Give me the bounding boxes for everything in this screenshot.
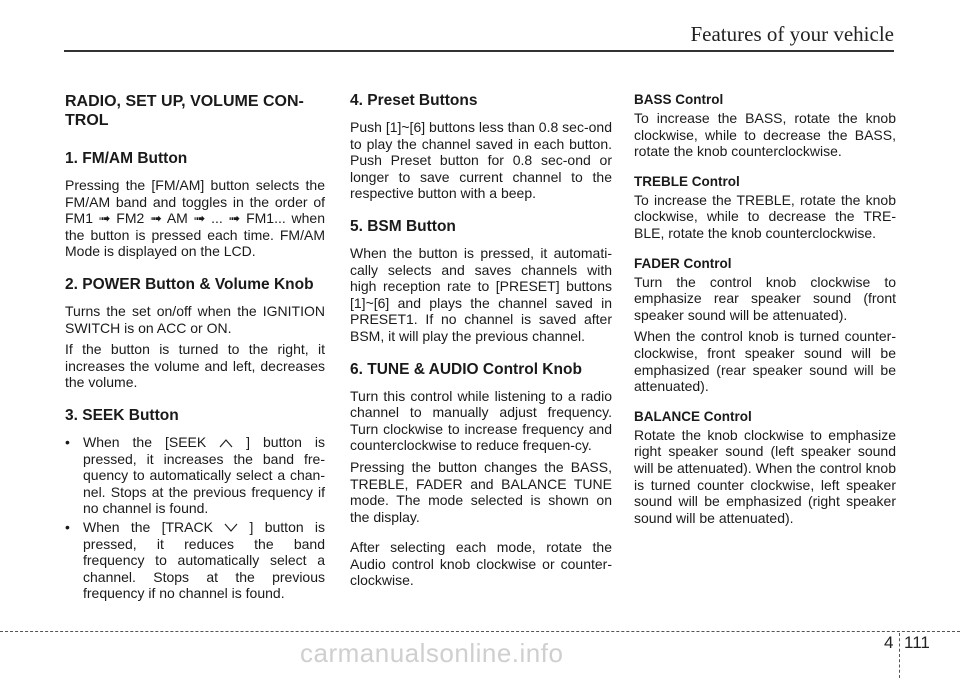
bass-heading: BASS Control bbox=[634, 92, 724, 107]
seek-list bbox=[65, 434, 325, 602]
balance-heading: BALANCE Control bbox=[634, 408, 752, 424]
seek-heading: 3. SEEK Button bbox=[65, 406, 179, 424]
bass-text: To increase the BASS, rotate the knob clockwise, while to decrease the BASS, rotate the knob counterclockwise. bbox=[634, 110, 896, 160]
power-heading: 2. POWER Button & Volume Knob bbox=[65, 275, 314, 293]
tune-text-1: Turn this control while listening to a radio channel to manually adjust frequency. Turn clockwise to increase frequency and counterclockwise to reduce frequen-cy. bbox=[350, 387, 612, 454]
bullet-dot-icon: • bbox=[65, 433, 70, 450]
seek-bullet-seek-pre: When the [SEEK bbox=[83, 433, 207, 450]
power-text-1: Turns the set on/off when the IGNITION SWITCH is on ACC or ON. bbox=[65, 302, 325, 336]
treble-text: To increase the TREBLE, rotate the knob clockwise, while to decrease the TRE-BLE, rotate the knob counterclockwise. bbox=[634, 191, 896, 241]
bsm-heading: 5. BSM Button bbox=[350, 217, 456, 235]
fader-heading: FADER Control bbox=[634, 255, 732, 271]
tune-text-2: Pressing the button changes the BASS, TREBLE, FADER and BALANCE TUNE mode. The mode selected is shown on the display. bbox=[350, 458, 612, 525]
column-2 bbox=[350, 92, 612, 594]
seek-bullet-track-pre: When the [TRACK bbox=[83, 518, 213, 535]
chevron-up-icon bbox=[219, 438, 233, 448]
page-number: 111 bbox=[904, 633, 930, 652]
page-number-divider bbox=[899, 633, 900, 678]
fader-text-1: Turn the control knob clockwise to emphasize rear speaker sound (front speaker sound will be attenuated). bbox=[634, 273, 896, 323]
power-text-2: If the button is turned to the right, it increases the volume and left, decreases the volume. bbox=[65, 341, 325, 391]
seek-bullet-track bbox=[65, 519, 325, 602]
column-3 bbox=[634, 92, 896, 531]
seek-bullet-seek-post: ] button is pressed, it increases the band fre-quency to automatically select a chan-nel. Stops at the previous frequency if no channel is found. bbox=[83, 433, 326, 517]
bullet-dot-icon: • bbox=[65, 518, 70, 535]
section-title: RADIO, SET UP, VOLUME CON-TROL bbox=[65, 93, 304, 129]
footer-rule bbox=[0, 631, 960, 632]
chevron-down-icon bbox=[224, 523, 238, 533]
column-1 bbox=[65, 92, 325, 604]
watermark: carmanualsonline.info bbox=[300, 638, 564, 668]
seek-bullet-track-post: ] button is pressed, it reduces the band frequency to automatically select a channel. Stops at the previous frequency if no channel is found. bbox=[83, 518, 326, 602]
fader-text-2: When the control knob is turned counter-clockwise, front speaker sound will be emphasized (rear speaker sound will be attenuated). bbox=[634, 328, 896, 395]
header-rule bbox=[64, 50, 894, 52]
seek-bullet-seek bbox=[65, 434, 325, 517]
tune-heading: 6. TUNE & AUDIO Control Knob bbox=[350, 360, 582, 378]
balance-text: Rotate the knob clockwise to emphasize right speaker sound (left speaker sound will be attenuated). When the control knob is turned counter clockwise, left speaker sound will be emphasized (right speaker sound will be attenuated). bbox=[634, 426, 896, 526]
page-header-title: Features of your vehicle bbox=[690, 22, 894, 46]
chapter-number: 4 bbox=[884, 633, 894, 652]
treble-heading: TREBLE Control bbox=[634, 173, 740, 189]
fm-am-text: Pressing the [FM/AM] button selects the FM/AM band and toggles in the order of FM1 ➟ FM2 ➟ AM ➟ ... ➟ FM1... when the button is pressed each time. FM/AM Mode is displayed on the LCD. bbox=[65, 177, 325, 260]
tune-text-3: After selecting each mode, rotate the Audio control knob clockwise or counter-clockwise. bbox=[350, 539, 612, 589]
fm-am-heading: 1. FM/AM Button bbox=[65, 150, 188, 167]
preset-heading: 4. Preset Buttons bbox=[350, 92, 478, 109]
bsm-text: When the button is pressed, it automati-cally selects and saves channels with high reception rate to [PRESET] buttons [1]~[6] and plays the channel saved in PRESET1. If no channel is saved after BSM, it will play the previous channel. bbox=[350, 244, 612, 344]
preset-text: Push [1]~[6] buttons less than 0.8 sec-ond to play the channel saved in each button. Push Preset button for 0.8 sec-ond or longer to save current channel to the respective button with a beep. bbox=[350, 119, 612, 202]
